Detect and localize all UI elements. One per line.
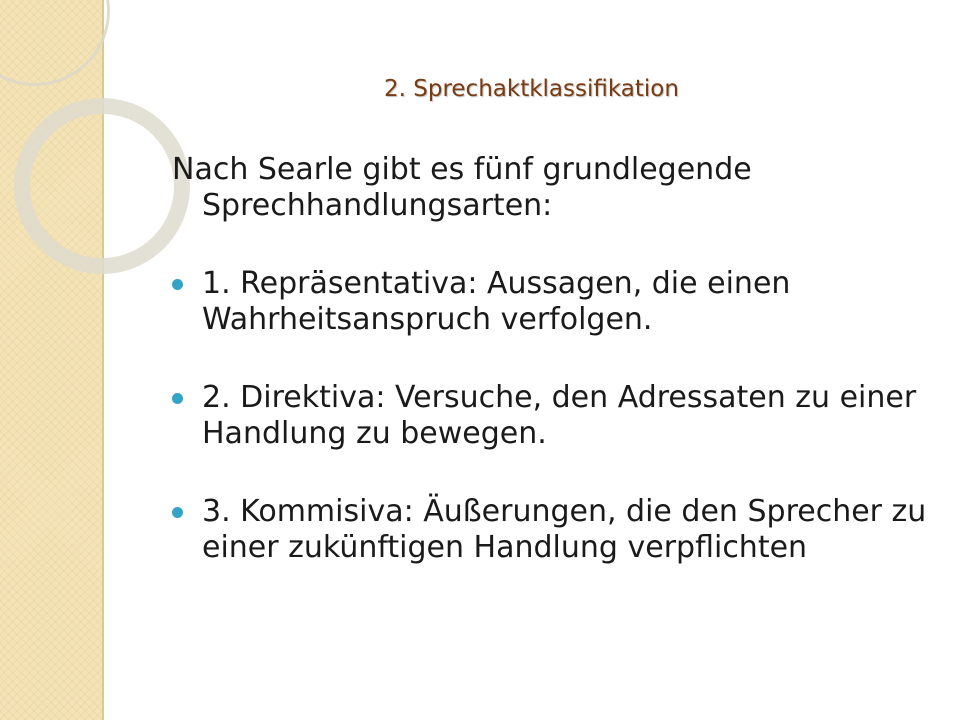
bullet-text: 3. Kommisiva: Äußerungen, die den Sprecher zu einer zukünftigen Handlung verpflichten xyxy=(202,494,927,565)
intro-text: Nach Searle gibt es fünf grundlegende Sprechhandlungsarten: xyxy=(172,152,752,223)
decorative-ring-large xyxy=(14,98,190,274)
bullet-dot-icon xyxy=(172,393,183,404)
bullet-item-direktiva xyxy=(172,380,932,452)
slide-title: 2. Sprechaktklassifikation xyxy=(384,76,679,102)
bullet-dot-icon xyxy=(172,507,183,518)
bullet-item-representativa xyxy=(172,266,932,338)
bullet-dot-icon xyxy=(172,279,183,290)
bullet-text: 1. Repräsentativa: Aussagen, die einen Wahrheitsanspruch verfolgen. xyxy=(202,266,791,337)
bullet-text: 2. Direktiva: Versuche, den Adressaten zu einer Handlung zu bewegen. xyxy=(202,380,917,451)
slide-content xyxy=(172,152,932,608)
bullet-item-kommisiva xyxy=(172,494,932,566)
bullet-list xyxy=(172,266,932,566)
